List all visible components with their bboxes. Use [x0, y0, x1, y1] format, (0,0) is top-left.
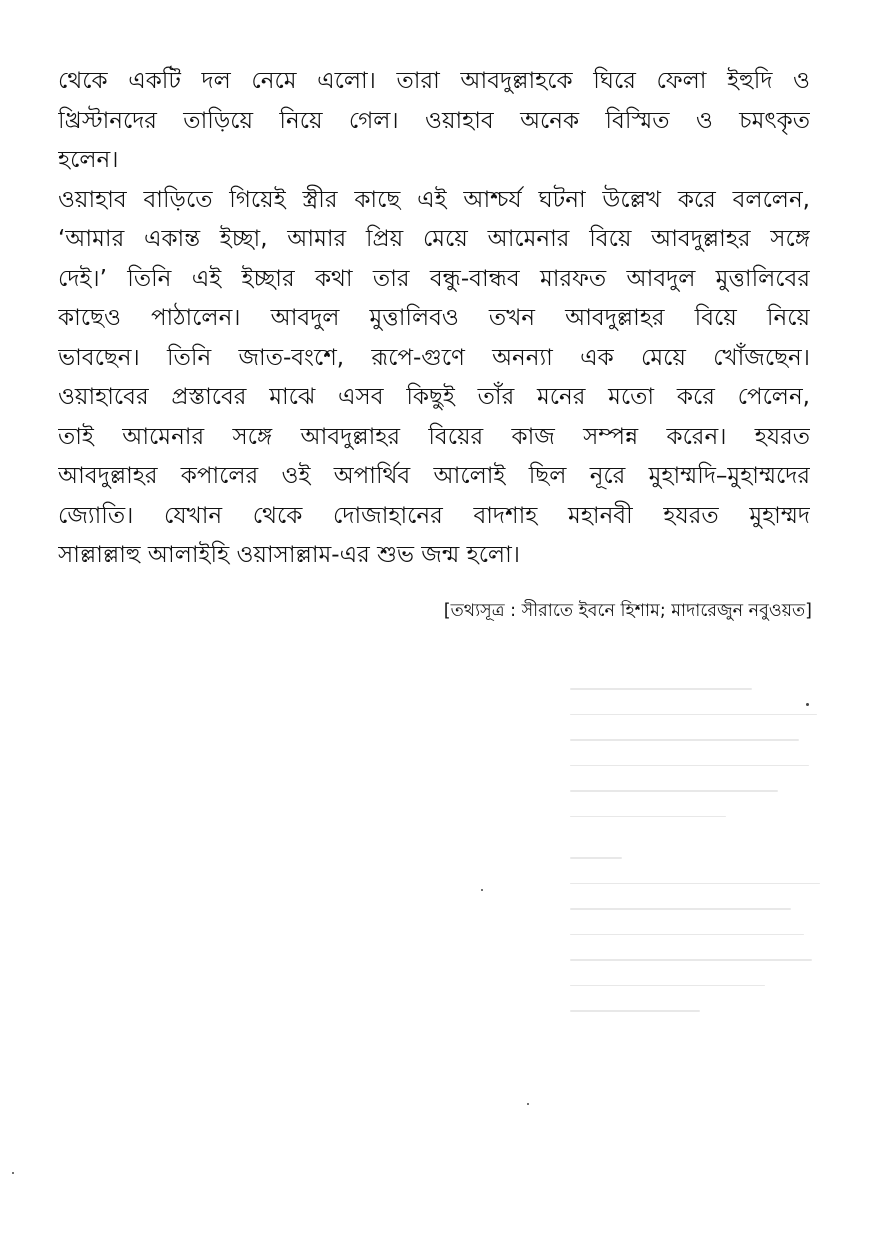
source-citation: [তথ্যসূত্র : সীরাতে ইবনে হিশাম; মাদারেজুন নবুওয়ত]: [443, 601, 812, 621]
text-line: ওয়াহাব বাড়িতে গিয়েই স্ত্রীর কাছে এই আশ্চর্য ঘটনা উল্লেখ করে বললেন,: [58, 186, 810, 213]
text-line: জ্যোতি। যেখান থেকে দোজাহানের বাদশাহ মহানবী হযরত মুহাম্মদ: [58, 502, 810, 529]
text-line: ভাবছেন। তিনি জাত-বংশে, রূপে-গুণে অনন্যা এক মেয়ে খোঁজছেন।: [58, 344, 810, 371]
text-line: ‘আমার একান্ত ইচ্ছা, আমার প্রিয় মেয়ে আমেনার বিয়ে আবদুল্লাহর সঙ্গে: [58, 226, 810, 252]
paper-speck: [806, 703, 809, 706]
text-line: ওয়াহাবের প্রস্তাবের মাঝে এসব কিছুই তাঁর মনের মতো করে পেলেন,: [58, 384, 810, 410]
text-line: তাই আমেনার সঙ্গে আবদুল্লাহর বিয়ের কাজ সম্পন্ন করেন। হযরত: [58, 423, 810, 450]
text-line: হলেন।: [58, 147, 119, 173]
reverse-page-bleed-through: [570, 688, 830, 1148]
text-line: থেকে একটি দল নেমে এলো। তারা আবদুল্লাহকে ঘিরে ফেলা ইহুদি ও: [58, 68, 810, 94]
body-text: [58, 62, 810, 576]
text-line: কাছেও পাঠালেন। আবদুল মুত্তালিবও তখন আবদুল্লাহর বিয়ে নিয়ে: [58, 305, 810, 331]
paper-speck: [12, 1172, 14, 1174]
text-line: খ্রিস্টানদের তাড়িয়ে নিয়ে গেল। ওয়াহাব অনেক বিস্মিত ও চমৎকৃত: [58, 107, 810, 134]
paper-speck: [481, 889, 483, 891]
text-line: আবদুল্লাহর কপালের ওই অপার্থিব আলোই ছিল নূরে মুহাম্মদি–মুহাম্মদের: [58, 463, 810, 489]
text-line: দেই।’ তিনি এই ইচ্ছার কথা তার বন্ধু-বান্ধব মারফত আবদুল মুত্তালিবের: [58, 265, 810, 292]
paper-speck: [527, 1103, 529, 1105]
text-line: সাল্লাল্লাহু আলাইহি ওয়াসাল্লাম-এর শুভ জন্ম হলো।: [58, 542, 520, 568]
